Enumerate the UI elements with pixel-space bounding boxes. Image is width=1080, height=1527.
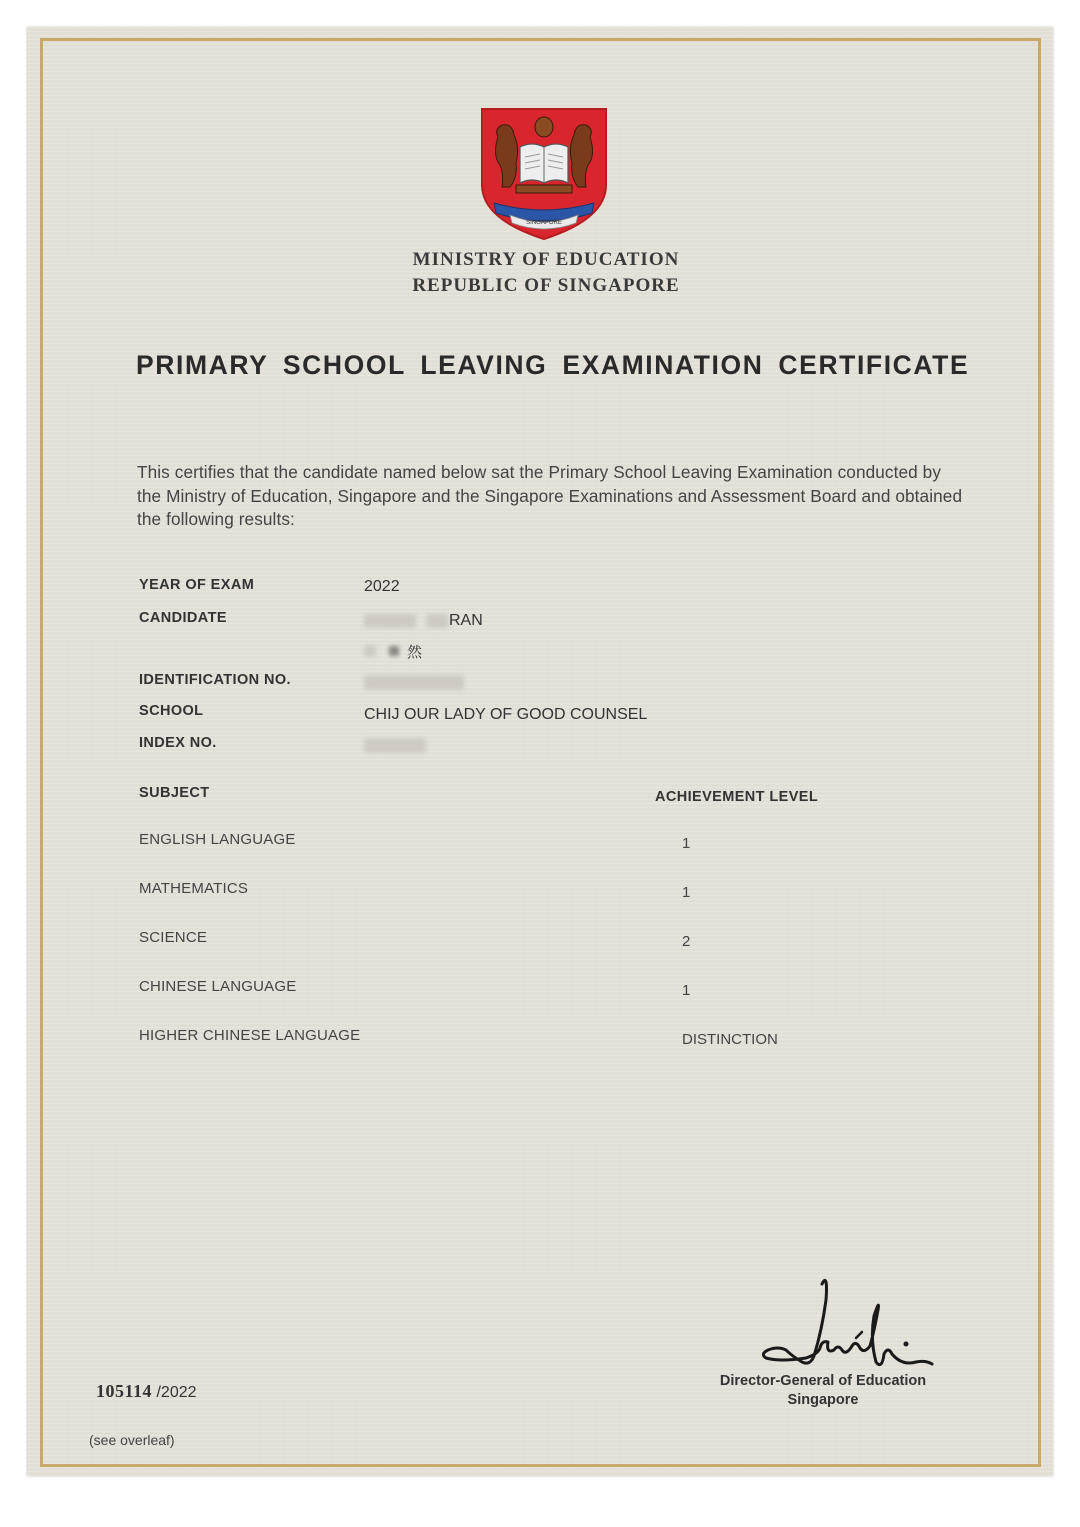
redacted-name-part — [426, 614, 448, 628]
year-of-exam-value: 2022 — [364, 578, 400, 595]
subject-header: SUBJECT — [139, 785, 210, 801]
year-of-exam-label: YEAR OF EXAM — [139, 577, 255, 593]
redacted-chinese-name — [389, 646, 399, 656]
republic-name: REPUBLIC OF SINGAPORE — [412, 275, 680, 296]
certification-statement: This certifies that the candidate named below sat the Primary School Leaving Examination conducted by the Ministry of Education, Singapore and the Singapore Examinations and Assessment Board and obtained the following results: — [137, 462, 963, 529]
see-overleaf-note: (see overleaf) — [89, 1432, 175, 1448]
subject-name: CHINESE LANGUAGE — [139, 978, 297, 995]
achievement-level: 1 — [682, 884, 691, 901]
index-number-label: INDEX NO. — [139, 735, 217, 751]
certificate-title: PRIMARY SCHOOL LEAVING EXAMINATION CERTIFICATE — [136, 350, 970, 380]
certificate-serial — [96, 1381, 197, 1402]
achievement-level-header: ACHIEVEMENT LEVEL — [655, 789, 819, 805]
achievement-level: DISTINCTION — [682, 1031, 778, 1048]
redacted-index-number — [364, 738, 426, 753]
subject-name: ENGLISH LANGUAGE — [139, 831, 296, 848]
serial-number: 105114 — [96, 1381, 153, 1401]
school-name: CHIJ OUR LADY OF GOOD COUNSEL — [364, 706, 648, 723]
redacted-chinese-name — [364, 645, 376, 657]
identification-label: IDENTIFICATION NO. — [139, 672, 291, 688]
candidate-chinese-name: 然 — [407, 644, 423, 661]
redacted-name-part — [364, 614, 416, 628]
redacted-identification-number — [364, 675, 464, 690]
crest-text: SINGAPORE — [526, 220, 562, 226]
achievement-level: 1 — [682, 835, 691, 852]
director-signature — [756, 1270, 946, 1380]
ministry-crest-logo — [480, 107, 608, 241]
director-title: Director-General of Education — [719, 1373, 927, 1389]
serial-year: /2022 — [156, 1384, 197, 1401]
school-label: SCHOOL — [139, 703, 204, 719]
candidate-name: RAN — [449, 612, 483, 629]
achievement-level: 1 — [682, 982, 691, 999]
director-place: Singapore — [787, 1392, 859, 1408]
subject-name: MATHEMATICS — [139, 880, 249, 897]
achievement-level: 2 — [682, 933, 691, 950]
subject-name: SCIENCE — [139, 929, 208, 946]
ministry-name: MINISTRY OF EDUCATION — [412, 249, 680, 270]
subject-name: HIGHER CHINESE LANGUAGE — [139, 1027, 361, 1044]
candidate-label: CANDIDATE — [139, 610, 227, 626]
